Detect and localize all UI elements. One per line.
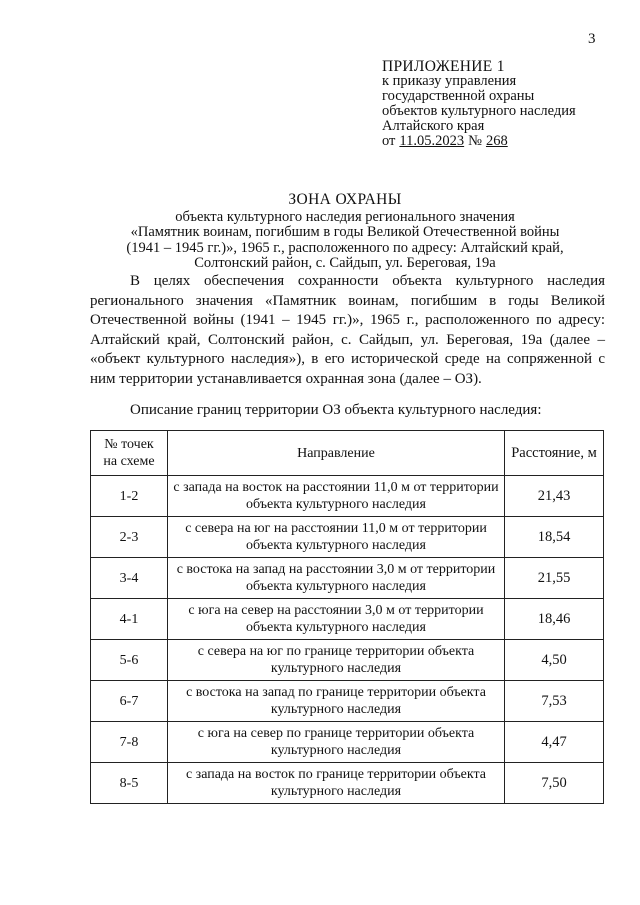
title-line: (1941 – 1945 гг.)», 1965 г., расположенного по адресу: Алтайский край, — [126, 239, 564, 256]
title-line: Солтонский район, с. Сайдып, ул. Береговая, 19а — [194, 255, 496, 271]
cell-direction: с севера на юг на расстоянии 11,0 м от территории объекта культурного наследия — [168, 517, 505, 558]
cell-points: 8-5 — [91, 763, 168, 804]
cell-distance: 21,43 — [505, 476, 604, 517]
table-row — [91, 599, 604, 640]
cell-distance: 18,54 — [505, 517, 604, 558]
cell-direction: с юга на север по границе территории объекта культурного наследия — [168, 722, 505, 763]
header-points-line: № точек — [104, 437, 154, 452]
table-row — [91, 681, 604, 722]
title-main: ЗОНА ОХРАНЫ — [288, 191, 402, 208]
cell-direction: с востока на запад на расстоянии 3,0 м от территории объекта культурного наследия — [168, 558, 505, 599]
table-row — [91, 517, 604, 558]
boundaries-table — [90, 430, 604, 804]
header-direction: Направление — [168, 431, 505, 476]
header-distance: Расстояние, м — [505, 431, 604, 476]
appendix-line: Алтайского края — [382, 118, 485, 134]
cell-points: 3-4 — [91, 558, 168, 599]
appendix-line: к приказу управления — [382, 73, 517, 89]
table-row — [91, 558, 604, 599]
cell-distance: 7,50 — [505, 763, 604, 804]
header-points — [91, 431, 168, 476]
cell-points: 5-6 — [91, 640, 168, 681]
order-prefix: от — [382, 133, 396, 149]
table-caption: Описание границ территории ОЗ объекта культурного наследия: — [130, 402, 542, 418]
order-number: 268 — [485, 133, 508, 149]
cell-points: 7-8 — [91, 722, 168, 763]
order-number-sign: № — [468, 133, 482, 149]
cell-direction: с юга на север на расстоянии 3,0 м от территории объекта культурного наследия — [168, 599, 505, 640]
cell-points: 6-7 — [91, 681, 168, 722]
appendix-line: объектов культурного наследия — [382, 103, 576, 119]
order-line — [382, 134, 622, 149]
table-row — [91, 476, 604, 517]
cell-distance: 4,50 — [505, 640, 604, 681]
cell-direction: с востока на запад по границе территории объекта культурного наследия — [168, 681, 505, 722]
page-number: 3 — [588, 31, 596, 47]
cell-points: 1-2 — [91, 476, 168, 517]
table-row — [91, 722, 604, 763]
cell-distance: 18,46 — [505, 599, 604, 640]
document-title — [80, 192, 610, 272]
cell-distance: 4,47 — [505, 722, 604, 763]
table-row — [91, 640, 604, 681]
cell-direction: с севера на юг по границе территории объекта культурного наследия — [168, 640, 505, 681]
cell-direction: с запада на восток на расстоянии 11,0 м от территории объекта культурного наследия — [168, 476, 505, 517]
order-date: 11.05.2023 — [399, 133, 465, 149]
table-row — [91, 763, 604, 804]
appendix-block — [382, 59, 622, 149]
appendix-heading: ПРИЛОЖЕНИЕ 1 — [382, 58, 505, 75]
cell-direction: с запада на восток по границе территории объекта культурного наследия — [168, 763, 505, 804]
cell-distance: 21,55 — [505, 558, 604, 599]
appendix-line: государственной охраны — [382, 88, 535, 104]
cell-points: 2-3 — [91, 517, 168, 558]
cell-distance: 7,53 — [505, 681, 604, 722]
intro-paragraph: В целях обеспечения сохранности объекта культурного наследия регионального значения «Памятник воинам, погибшим в годы Великой Отечественной войны (1941 – 1945 гг.)», 1965 г., расположенного по адресу: Алтайский край, Солтонский район, с. Сайдып, ул. Береговая, 19а (далее – «объект культурного наследия»), в его исторической среде на сопряженной с ним территории устанавливается охранная зона (далее – ОЗ). — [90, 273, 605, 387]
title-line: «Памятник воинам, погибшим в годы Великой Отечественной войны — [130, 224, 560, 240]
title-line: объекта культурного наследия регионального значения — [175, 208, 515, 225]
header-points-line: на схеме — [103, 454, 155, 469]
table-header-row — [91, 431, 604, 476]
cell-points: 4-1 — [91, 599, 168, 640]
